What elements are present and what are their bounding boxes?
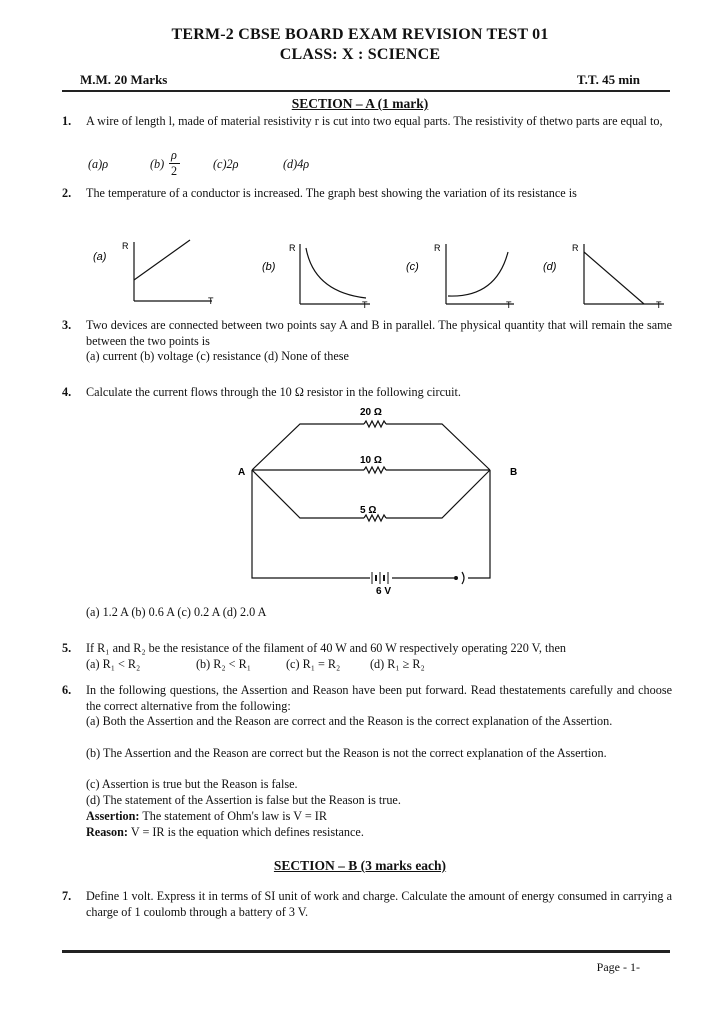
q5-option-a: (a) R₁ < R₂ xyxy=(86,657,141,671)
question-number: 4. xyxy=(62,385,72,399)
resistance-curve xyxy=(306,248,366,298)
question-number: 3. xyxy=(62,318,72,332)
question-2 xyxy=(62,186,672,202)
fraction-numerator: ρ xyxy=(171,148,177,162)
q6-option-c: (c) Assertion is true but the Reason is false. xyxy=(86,777,298,791)
graph-a xyxy=(90,236,220,312)
question-number: 5. xyxy=(62,641,72,655)
q6-assertion xyxy=(86,809,672,825)
resistor-20-label: 20 Ω xyxy=(360,407,382,418)
section-a-heading: SECTION – A (1 mark) xyxy=(291,96,429,111)
q6-option-b: (b) The Assertion and the Reason are correct but the Reason is not the correct explanation of the Assertion. xyxy=(86,746,607,760)
resistance-curve xyxy=(584,252,644,304)
graph-c xyxy=(402,238,522,314)
q1-option-c: (c)2ρ xyxy=(213,157,239,171)
node-a-label: A xyxy=(238,467,246,478)
question-text: Two devices are connected between two points say A and B in parallel. The physical quantity that will remain the same between the two points is xyxy=(86,318,672,348)
question-text: In the following questions, the Assertion and Reason have been put forward. Read thestatements carefully and choose the correct alternative from the following: xyxy=(86,683,672,713)
graph-c-x-label: T xyxy=(506,300,512,310)
q3-options: (a) current (b) voltage (c) resistance (d) None of these xyxy=(86,349,349,363)
question-6 xyxy=(62,683,672,714)
question-3 xyxy=(62,318,672,349)
header-rule xyxy=(62,90,670,92)
q1-option-b xyxy=(150,148,190,178)
max-marks: M.M. 20 Marks xyxy=(80,72,168,87)
q1-option-a: (a)ρ xyxy=(88,157,109,171)
resistance-curve xyxy=(134,240,190,280)
assertion-text: The statement of Ohm's law is V = IR xyxy=(142,809,327,823)
graph-d xyxy=(540,238,670,314)
reason-label: Reason: xyxy=(86,825,128,839)
option-b-label: (b) xyxy=(150,157,165,171)
question-number: 6. xyxy=(62,683,72,697)
exam-subtitle: CLASS: X : SCIENCE xyxy=(279,46,441,63)
question-text: Calculate the current flows through the 10 Ω resistor in the following circuit. xyxy=(86,385,461,399)
resistor-10 xyxy=(364,467,386,473)
assertion-label: Assertion: xyxy=(86,809,140,823)
fraction-denominator: 2 xyxy=(171,164,178,178)
resistance-curve xyxy=(448,252,508,296)
graph-a-label: (a) xyxy=(93,251,107,263)
exam-title: TERM-2 CBSE BOARD EXAM REVISION TEST 01 xyxy=(171,26,549,43)
q5-option-d: (d) R₁ ≥ R₂ xyxy=(370,657,425,671)
question-number: 1. xyxy=(62,114,72,128)
battery-symbol xyxy=(372,572,388,584)
graph-d-x-label: T xyxy=(656,300,662,310)
time-allowed: T.T. 45 min xyxy=(576,72,640,87)
graph-b-label: (b) xyxy=(262,261,276,273)
question-number: 2. xyxy=(62,186,72,200)
node-b-label: B xyxy=(510,467,518,478)
question-5 xyxy=(62,641,672,657)
question-number: 7. xyxy=(62,889,72,903)
q5-option-b: (b) R₂ < R₁ xyxy=(196,657,251,671)
q4-options: (a) 1.2 A (b) 0.6 A (c) 0.2 A (d) 2.0 A xyxy=(86,605,267,619)
q1-option-d: (d)4ρ xyxy=(283,157,310,171)
q5-option-c: (c) R₁ = R₂ xyxy=(286,657,341,671)
graph-d-y-label: R xyxy=(572,243,579,253)
graph-a-y-label: R xyxy=(122,241,129,251)
circuit-wires xyxy=(252,421,490,578)
q6-option-a: (a) Both the Assertion and the Reason are correct and the Reason is the correct explanation of the Assertion. xyxy=(86,714,613,728)
resistor-5-label: 5 Ω xyxy=(360,505,377,516)
reason-text: V = IR is the equation which defines resistance. xyxy=(130,825,364,839)
graph-c-y-label: R xyxy=(434,243,441,253)
graph-b xyxy=(258,238,378,314)
question-4 xyxy=(62,385,672,401)
graph-b-y-label: R xyxy=(289,243,296,253)
section-b-heading: SECTION – B (3 marks each) xyxy=(273,858,447,873)
q6-reason xyxy=(86,825,672,841)
page-number: Page - 1- xyxy=(596,960,640,974)
question-text: If R₁ and R₂ be the resistance of the filament of 40 W and 60 W respectively operating 220 V, then xyxy=(86,641,566,655)
question-text: Define 1 volt. Express it in terms of SI unit of work and charge. Calculate the amount of energy consumed in carrying a charge of 1 coulomb through a battery of 3 V. xyxy=(86,889,672,919)
q6-option-d: (d) The statement of the Assertion is false but the Reason is true. xyxy=(86,793,401,807)
graph-a-x-label: T xyxy=(208,296,214,306)
circuit-diagram xyxy=(230,402,530,598)
question-text: The temperature of a conductor is increased. The graph best showing the variation of its resistance is xyxy=(86,186,577,200)
graph-d-label: (d) xyxy=(543,261,557,273)
resistor-10-label: 10 Ω xyxy=(360,455,382,466)
battery-label: 6 V xyxy=(376,586,392,597)
question-7 xyxy=(62,889,672,920)
question-1 xyxy=(62,114,672,130)
footer-rule xyxy=(62,950,670,953)
resistor-20 xyxy=(364,421,386,427)
question-text: A wire of length l, made of material resistivity r is cut into two equal parts. The resistivity of thetwo parts are equal to, xyxy=(86,114,663,128)
switch-key xyxy=(454,572,464,584)
graph-b-x-label: T xyxy=(362,300,368,310)
graph-c-label: (c) xyxy=(406,261,419,273)
